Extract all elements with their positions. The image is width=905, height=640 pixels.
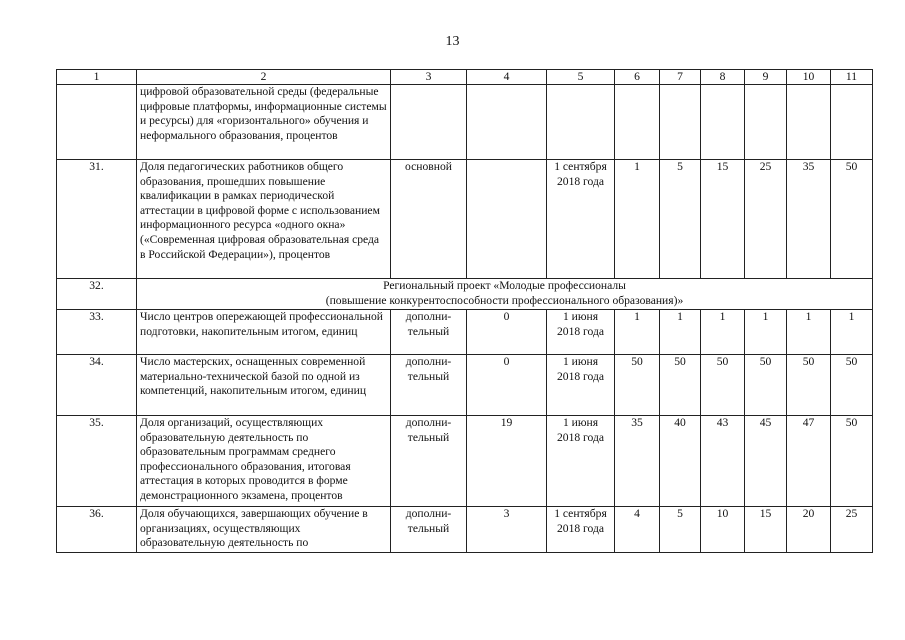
value-cell: 47	[787, 416, 831, 507]
row-number: 32.	[57, 279, 137, 310]
col-header: 6	[615, 70, 660, 85]
indicator-kind: дополни-тельный	[391, 310, 467, 355]
table-row	[57, 416, 873, 507]
indicator-kind: дополни-тельный	[391, 416, 467, 507]
base-value: 0	[467, 355, 547, 416]
value-cell: 50	[831, 160, 873, 279]
value-cell: 10	[701, 507, 745, 553]
value-cell: 50	[745, 355, 787, 416]
value-cell: 50	[787, 355, 831, 416]
value-cell: 25	[831, 507, 873, 553]
col-header: 8	[701, 70, 745, 85]
value-cell: 4	[615, 507, 660, 553]
page-number: 13	[445, 34, 460, 49]
section-title-line: (повышение конкурентоспособности профессионального образования)»	[325, 293, 684, 307]
col-header: 3	[391, 70, 467, 85]
value-cell: 45	[745, 416, 787, 507]
base-date: 1 июня 2018 года	[547, 355, 615, 416]
value-cell: 20	[787, 507, 831, 553]
row-number: 31.	[57, 160, 137, 279]
value-cell	[615, 85, 660, 160]
base-value	[467, 160, 547, 279]
value-cell: 5	[660, 160, 701, 279]
row-number: 33.	[57, 310, 137, 355]
value-cell: 43	[701, 416, 745, 507]
value-cell: 1	[660, 310, 701, 355]
base-value	[467, 85, 547, 160]
base-value: 0	[467, 310, 547, 355]
value-cell: 50	[831, 355, 873, 416]
table-row	[57, 507, 873, 553]
value-cell: 15	[745, 507, 787, 553]
table-row	[57, 85, 873, 160]
value-cell	[660, 85, 701, 160]
base-date: 1 сентября 2018 года	[547, 507, 615, 553]
col-header: 1	[57, 70, 137, 85]
indicator-kind: дополни-тельный	[391, 507, 467, 553]
value-cell: 5	[660, 507, 701, 553]
indicator-name: цифровой образовательной среды (федеральные цифровые платформы, информационные системы и ресурсы) для «горизонтального» обучения и неформального образования, процентов	[137, 85, 391, 160]
base-date: 1 июня 2018 года	[547, 310, 615, 355]
value-cell: 1	[831, 310, 873, 355]
value-cell	[831, 85, 873, 160]
value-cell	[701, 85, 745, 160]
value-cell: 1	[745, 310, 787, 355]
col-header: 4	[467, 70, 547, 85]
indicator-name: Число мастерских, оснащенных современной материально-технической базой по одной из компетенций, накопительным итогом, единиц	[137, 355, 391, 416]
indicator-kind: дополни-тельный	[391, 355, 467, 416]
indicator-kind: основной	[391, 160, 467, 279]
value-cell: 1	[701, 310, 745, 355]
value-cell: 35	[615, 416, 660, 507]
col-header: 7	[660, 70, 701, 85]
section-title-line: Региональный проект «Молодые профессионалы	[383, 279, 626, 292]
value-cell: 15	[701, 160, 745, 279]
indicator-name: Доля педагогических работников общего образования, прошедших повышение квалификации в рамках периодической аттестации в цифровой форме с использованием информационного ресурса «одного окна» («Современная цифровая образовательная среда в Российской Федерации»), процентов	[137, 160, 391, 279]
value-cell: 25	[745, 160, 787, 279]
row-number: 36.	[57, 507, 137, 553]
section-title	[137, 279, 873, 310]
value-cell: 50	[615, 355, 660, 416]
value-cell: 40	[660, 416, 701, 507]
base-date	[547, 85, 615, 160]
indicators-table	[56, 69, 873, 553]
indicator-kind	[391, 85, 467, 160]
indicator-name: Доля организаций, осуществляющих образовательную деятельность по образовательным программам среднего профессионального образования, итоговая аттестация в которых проводится в форме демонстрационного экзамена, процентов	[137, 416, 391, 507]
value-cell: 35	[787, 160, 831, 279]
value-cell	[787, 85, 831, 160]
value-cell: 50	[701, 355, 745, 416]
col-header: 9	[745, 70, 787, 85]
row-number	[57, 85, 137, 160]
base-value: 19	[467, 416, 547, 507]
value-cell: 50	[660, 355, 701, 416]
column-numbers-row	[57, 70, 873, 85]
base-date: 1 июня 2018 года	[547, 416, 615, 507]
value-cell: 1	[615, 160, 660, 279]
base-date: 1 сентября 2018 года	[547, 160, 615, 279]
indicator-name: Число центров опережающей профессиональной подготовки, накопительным итогом, единиц	[137, 310, 391, 355]
indicator-name: Доля обучающихся, завершающих обучение в организациях, осуществляющих образовательную деятельность по	[137, 507, 391, 553]
col-header: 10	[787, 70, 831, 85]
section-row	[57, 279, 873, 310]
base-value: 3	[467, 507, 547, 553]
row-number: 35.	[57, 416, 137, 507]
table-row	[57, 160, 873, 279]
value-cell: 1	[787, 310, 831, 355]
table-row	[57, 310, 873, 355]
value-cell: 50	[831, 416, 873, 507]
value-cell	[745, 85, 787, 160]
row-number: 34.	[57, 355, 137, 416]
col-header: 11	[831, 70, 873, 85]
col-header: 5	[547, 70, 615, 85]
value-cell: 1	[615, 310, 660, 355]
table-row	[57, 355, 873, 416]
col-header: 2	[137, 70, 391, 85]
